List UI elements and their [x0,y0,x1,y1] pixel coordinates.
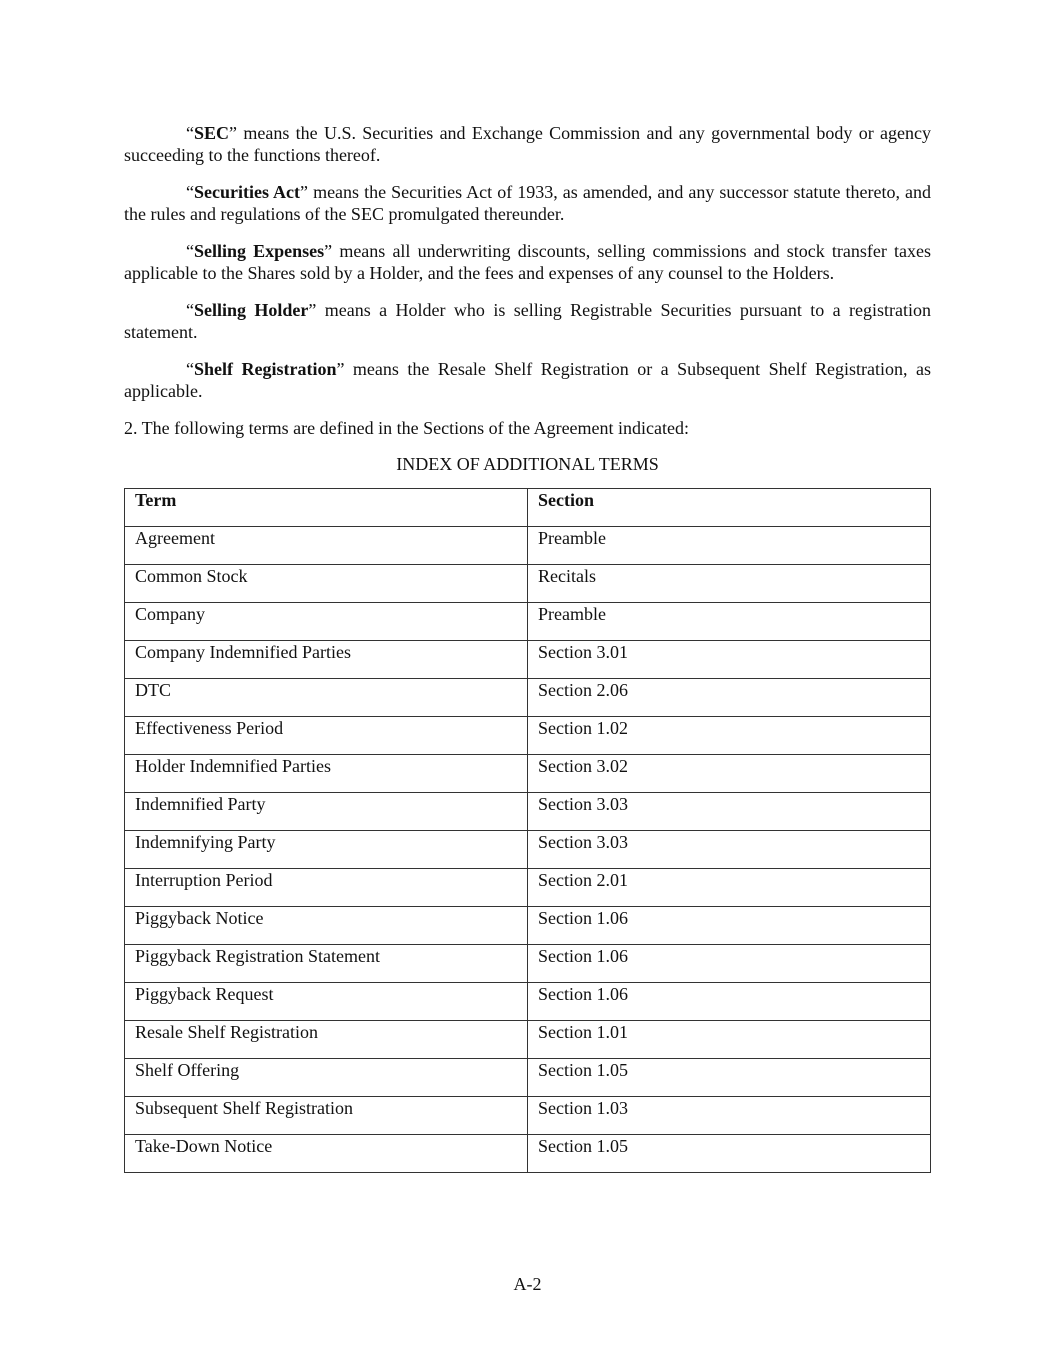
term-cell: DTC [125,679,528,717]
section-cell: Section 3.03 [528,793,931,831]
section-cell: Preamble [528,527,931,565]
term-cell: Piggyback Registration Statement [125,945,528,983]
section-cell: Section 1.02 [528,717,931,755]
defined-term: Selling Holder [194,300,309,320]
table-row [125,755,931,793]
term-cell: Agreement [125,527,528,565]
page-number: A-2 [513,1274,542,1294]
term-cell: Indemnifying Party [125,831,528,869]
definition-selling-expenses: “Selling Expenses” means all underwriting discounts, selling commissions and stock transfer taxes applicable to the Shares sold by a Holder, and the fees and expenses of any counsel to the Holders. [124,241,931,283]
index-table-body [125,527,931,1173]
term-cell: Holder Indemnified Parties [125,755,528,793]
section-cell: Section 1.06 [528,907,931,945]
definition-text: means the Securities Act of 1933, as amended, and any successor statute thereto, and the rules and regulations of the SEC promulgated thereunder. [124,182,931,224]
term-cell: Subsequent Shelf Registration [125,1097,528,1135]
section-cell: Section 3.03 [528,831,931,869]
term-cell: Effectiveness Period [125,717,528,755]
table-title: INDEX OF ADDITIONAL TERMS [396,454,659,474]
defined-term: Securities Act [194,182,301,202]
section-cell: Section 1.06 [528,945,931,983]
section-lead-paragraph: 2. The following terms are defined in the Sections of the Agreement indicated: [124,418,690,438]
table-row [125,679,931,717]
section-cell: Section 1.05 [528,1059,931,1097]
term-cell: Indemnified Party [125,793,528,831]
table-header-row [125,489,931,527]
defined-term: Selling Expenses [194,241,325,261]
table-row [125,717,931,755]
definition-sec: “SEC” means the U.S. Securities and Exchange Commission and any governmental body or agency succeeding to the functions thereof. [124,123,931,165]
term-cell: Piggyback Request [125,983,528,1021]
table-row [125,907,931,945]
term-cell: Interruption Period [125,869,528,907]
table-row [125,603,931,641]
definition-text: means the Resale Shelf Registration or a Subsequent Shelf Registration, as applicable. [124,359,931,401]
term-cell: Company Indemnified Parties [125,641,528,679]
term-cell: Company [125,603,528,641]
header-term: Term [125,489,528,527]
table-row [125,1059,931,1097]
section-cell: Section 1.06 [528,983,931,1021]
table-row [125,527,931,565]
term-cell: Piggyback Notice [125,907,528,945]
term-cell: Resale Shelf Registration [125,1021,528,1059]
table-row [125,641,931,679]
section-cell: Section 1.05 [528,1135,931,1173]
section-cell: Section 3.02 [528,755,931,793]
table-row [125,1097,931,1135]
section-cell: Preamble [528,603,931,641]
table-row [125,1021,931,1059]
table-row [125,869,931,907]
defined-term: Shelf Registration [194,359,337,379]
table-row [125,565,931,603]
definition-text: means the U.S. Securities and Exchange Commission and any governmental body or agency succeeding to the functions thereof. [124,123,931,165]
definition-selling-holder: “Selling Holder” means a Holder who is selling Registrable Securities pursuant to a registration statement. [124,300,931,342]
term-cell: Take-Down Notice [125,1135,528,1173]
section-cell: Section 1.03 [528,1097,931,1135]
table-row [125,831,931,869]
table-row [125,983,931,1021]
table-row [125,793,931,831]
section-cell: Section 1.01 [528,1021,931,1059]
definition-text: means all underwriting discounts, selling commissions and stock transfer taxes applicable to the Shares sold by a Holder, and the fees and expenses of any counsel to the Holders. [124,241,931,283]
index-table [124,488,931,1173]
term-cell: Common Stock [125,565,528,603]
definition-shelf-registration: “Shelf Registration” means the Resale Shelf Registration or a Subsequent Shelf Registration, as applicable. [124,359,931,401]
defined-term: SEC [194,123,230,143]
section-cell: Section 2.01 [528,869,931,907]
section-cell: Section 2.06 [528,679,931,717]
header-section: Section [528,489,931,527]
section-cell: Section 3.01 [528,641,931,679]
document-body [124,122,931,1173]
table-row [125,945,931,983]
definition-text: means a Holder who is selling Registrable Securities pursuant to a registration statement. [124,300,931,342]
definition-securities-act: “Securities Act” means the Securities Act of 1933, as amended, and any successor statute thereto, and the rules and regulations of the SEC promulgated thereunder. [124,182,931,224]
section-cell: Recitals [528,565,931,603]
term-cell: Shelf Offering [125,1059,528,1097]
table-row [125,1135,931,1173]
